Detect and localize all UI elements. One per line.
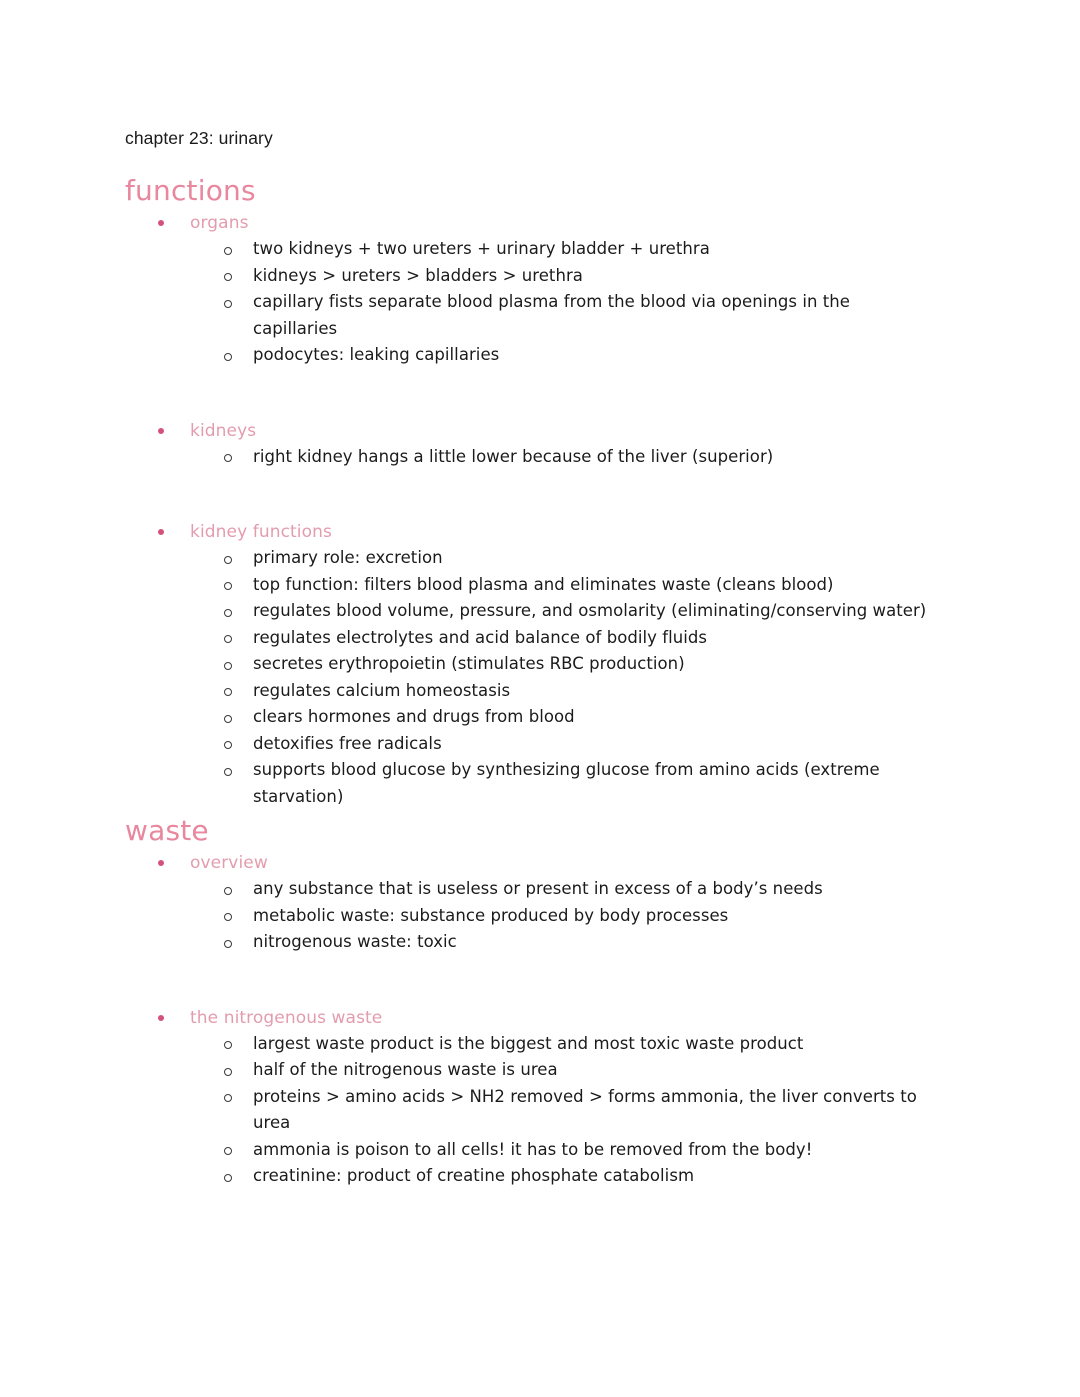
list-item [0,263,1080,290]
list-item [0,1137,1080,1164]
list-item-text: metabolic waste: substance produced by body processes [253,905,729,925]
list-item [0,929,1080,956]
list-item [0,1031,1080,1058]
bullet-dot-icon [158,220,164,226]
sub-list [0,444,1080,471]
circle-marker-icon [224,731,236,758]
list-item-text: top function: filters blood plasma and eliminates waste (cleans blood) [253,574,834,594]
list-item-text: primary role: excretion [253,548,443,567]
list-item-text: clears hormones and drugs from blood [253,707,575,726]
bullet-group-header [0,418,1080,444]
list-item [0,572,1080,599]
list-item [0,731,1080,758]
list-item [0,625,1080,652]
bullet-group-header [0,850,1080,876]
list-item [0,1057,1080,1084]
section-waste [0,812,1080,1190]
bullet-group [0,1005,1080,1190]
bullet-group [0,850,1080,956]
sub-list [0,1031,1080,1190]
bullet-dot-icon [158,428,164,434]
circle-marker-icon [224,625,236,652]
circle-marker-icon [224,651,236,678]
circle-marker-icon [224,876,236,903]
bullet-group-header [0,1005,1080,1031]
circle-marker-icon [224,678,236,705]
list-item [0,598,1080,625]
bullet-group [0,519,1080,810]
list-item-text: capillary fists separate blood plasma from the blood via openings in the capillaries [253,292,851,338]
circle-marker-icon [224,929,236,956]
circle-marker-icon [224,444,236,471]
list-item-text: detoxifies free radicals [253,733,442,753]
circle-marker-icon [224,1057,236,1084]
circle-marker-icon [224,263,236,290]
list-item-text: podocytes: leaking capillaries [253,345,500,364]
section-functions [0,172,1080,810]
bullet-group [0,210,1080,369]
circle-marker-icon [224,342,236,369]
sub-list [0,236,1080,369]
circle-marker-icon [224,1031,236,1058]
list-item [0,1084,1080,1137]
sub-list [0,545,1080,810]
list-item-text: kidneys > ureters > bladders > urethra [253,265,583,285]
list-item [0,876,1080,903]
list-item [0,289,1080,342]
list-item-text: largest waste product is the biggest and most toxic waste product [253,1033,804,1053]
list-item [0,444,1080,471]
list-item-text: creatinine: product of creatine phosphate catabolism [253,1166,695,1185]
bullet-group-label: kidney functions [190,522,332,542]
list-item-text: regulates blood volume, pressure, and osmolarity (eliminating/conserving water) [253,601,927,620]
list-item-text: right kidney hangs a little lower because of the liver (superior) [253,446,774,466]
list-item-text: supports blood glucose by synthesizing glucose from amino acids (extreme starvation) [253,760,880,806]
bullet-dot-icon [158,860,164,866]
list-item-text: regulates electrolytes and acid balance of bodily fluids [253,627,708,647]
circle-marker-icon [224,598,236,625]
bullet-group-label: kidneys [190,420,257,441]
circle-marker-icon [224,903,236,930]
list-item-text: two kidneys + two ureters + urinary bladder + urethra [253,239,710,258]
circle-marker-icon [224,545,236,572]
bullet-group-label: the nitrogenous waste [190,1007,383,1028]
bullet-group-header [0,519,1080,545]
section-heading: functions [125,174,256,207]
circle-marker-icon [224,572,236,599]
list-item [0,678,1080,705]
list-item [0,236,1080,263]
bullet-dot-icon [158,1015,164,1021]
list-item-text: half of the nitrogenous waste is urea [253,1060,558,1079]
document-title: chapter 23: urinary [125,128,273,148]
section-heading: waste [125,814,209,847]
circle-marker-icon [224,289,236,316]
list-item [0,545,1080,572]
bullet-group-label: overview [190,853,268,873]
list-item [0,1163,1080,1190]
list-item-text: nitrogenous waste: toxic [253,932,457,951]
circle-marker-icon [224,704,236,731]
circle-marker-icon [224,1163,236,1190]
circle-marker-icon [224,236,236,263]
list-item-text: secretes erythropoietin (stimulates RBC production) [253,654,685,673]
list-item-text: proteins > amino acids > NH2 removed > forms ammonia, the liver converts to urea [253,1086,917,1132]
list-item [0,903,1080,930]
list-item [0,342,1080,369]
circle-marker-icon [224,1084,236,1111]
circle-marker-icon [224,1137,236,1164]
bullet-dot-icon [158,529,164,535]
list-item-text: ammonia is poison to all cells! it has to be removed from the body! [253,1139,813,1159]
list-item [0,704,1080,731]
sub-list [0,876,1080,956]
list-item-text: any substance that is useless or present in excess of a body’s needs [253,879,823,898]
circle-marker-icon [224,757,236,784]
bullet-group [0,418,1080,471]
list-item [0,757,1080,810]
bullet-group-header [0,210,1080,236]
bullet-group-label: organs [190,213,249,233]
list-item-text: regulates calcium homeostasis [253,680,511,700]
notes-body [0,172,1080,1190]
list-item [0,651,1080,678]
